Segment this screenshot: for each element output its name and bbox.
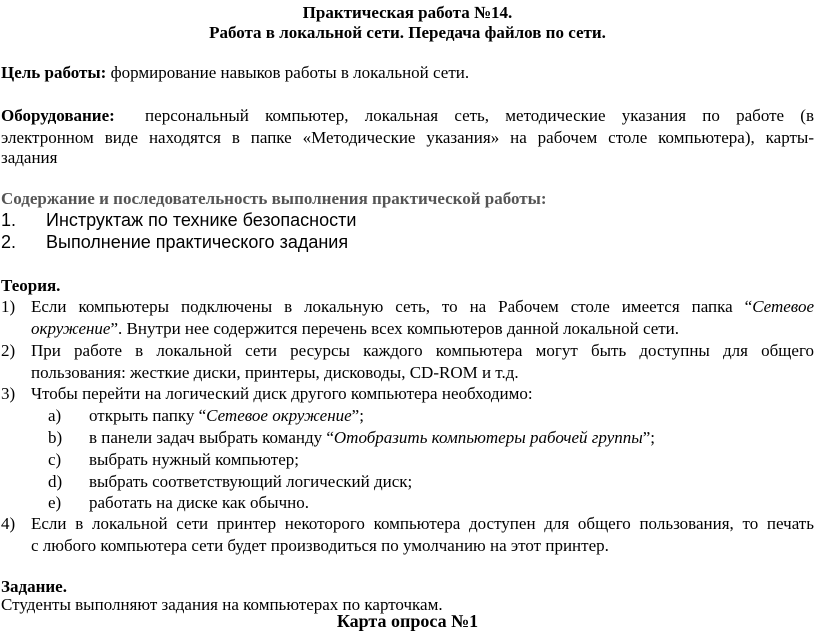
content-item-2-num: 2. <box>1 232 17 252</box>
page-title: Практическая работа №14. <box>302 3 513 22</box>
task-text: Студенты выполняют задания на компьютерах по карточкам. <box>1 595 443 614</box>
theory-item-1-text-2: ”. Внутри нее содержится перечень всех компьютеров данной локальной сети. <box>110 319 680 338</box>
equipment-text-1: персональный компьютер, локальная сеть, методические указания по работе (в <box>145 106 814 125</box>
theory-sub-a-pre: открыть папку “ <box>89 406 207 425</box>
content-item-1 <box>1 209 814 231</box>
theory-item-4-num: 4) <box>1 514 16 533</box>
theory-item-1-text-1: Если компьютеры подключены в локальную сеть, то на Рабочем столе имеется папка “ <box>31 297 753 316</box>
theory-item-2-line-1 <box>1 340 814 362</box>
equipment-line-1 <box>1 105 814 127</box>
theory-sub-b-post: ”; <box>642 428 656 447</box>
page-subtitle: Работа в локальной сети. Передача файлов по сети. <box>209 23 606 42</box>
theory-item-4-line-1 <box>1 513 814 535</box>
content-heading: Содержание и последовательность выполнения практической работы: <box>1 189 547 208</box>
theory-item-1-em-1: Сетевое <box>752 297 814 316</box>
content-item-1-text: Инструктаж по технике безопасности <box>46 210 357 230</box>
theory-sub-d-text: выбрать соответствующий логический диск; <box>89 472 413 491</box>
theory-sub-e-letter: e) <box>48 493 62 512</box>
theory-item-3-line-1 <box>1 383 814 405</box>
theory-sub-a-post: ”; <box>351 406 364 425</box>
goal-text: формирование навыков работы в локальной сети. <box>110 63 470 82</box>
theory-sub-c <box>1 449 814 471</box>
card-title: Карта опроса №1 <box>336 611 479 631</box>
theory-item-2-line-2: пользования: жесткие диски, принтеры, дисководы, CD-ROM и т.д. <box>31 363 519 382</box>
theory-sub-c-letter: c) <box>48 450 62 469</box>
theory-item-1-num: 1) <box>1 297 16 316</box>
theory-sub-b-pre: в панели задач выбрать команду “ <box>89 428 334 447</box>
theory-sub-b <box>1 427 814 449</box>
theory-sub-a-letter: a) <box>48 406 62 425</box>
content-item-1-num: 1. <box>1 210 17 230</box>
theory-item-1-line-1 <box>1 296 814 318</box>
theory-item-4-line-2: с любого компьютера сети будет производиться по умолчанию на этот принтер. <box>31 536 609 555</box>
goal-line <box>1 62 814 84</box>
theory-sub-a-em: Сетевое окружение <box>206 406 352 425</box>
theory-item-1-em-2: окружение <box>31 319 111 338</box>
theory-item-2-text-1: При работе в локальной сети ресурсы каждого компьютера могут быть доступны для общего <box>31 341 814 360</box>
content-item-2 <box>1 231 814 253</box>
theory-sub-e <box>1 492 814 514</box>
theory-item-1-line-2 <box>1 318 814 340</box>
theory-sub-c-text: выбрать нужный компьютер; <box>89 450 299 469</box>
equipment-line-3: задания <box>1 148 58 167</box>
content-item-2-text: Выполнение практического задания <box>46 232 349 252</box>
theory-sub-e-text: работать на диске как обычно. <box>89 493 309 512</box>
theory-sub-d <box>1 471 814 493</box>
theory-item-2-num: 2) <box>1 341 16 360</box>
theory-heading: Теория. <box>1 276 61 295</box>
theory-item-3-num: 3) <box>1 384 16 403</box>
theory-item-4-text-1: Если в локальной сети принтер некоторого компьютера доступен для общего пользования, то печать <box>31 514 814 533</box>
theory-sub-d-letter: d) <box>48 472 63 491</box>
theory-sub-b-letter: b) <box>48 428 63 447</box>
theory-sub-a <box>1 405 814 427</box>
goal-label: Цель работы: <box>1 63 107 82</box>
theory-item-3-text: Чтобы перейти на логический диск другого компьютера необходимо: <box>31 384 533 403</box>
theory-sub-b-em: Отобразить компьютеры рабочей группы <box>333 428 643 447</box>
equipment-line-2: электронном виде находятся в папке «Методические указания» на рабочем столе компьютера), карты- <box>1 128 814 147</box>
task-heading: Задание. <box>1 577 67 596</box>
equipment-label: Оборудование: <box>1 106 115 125</box>
